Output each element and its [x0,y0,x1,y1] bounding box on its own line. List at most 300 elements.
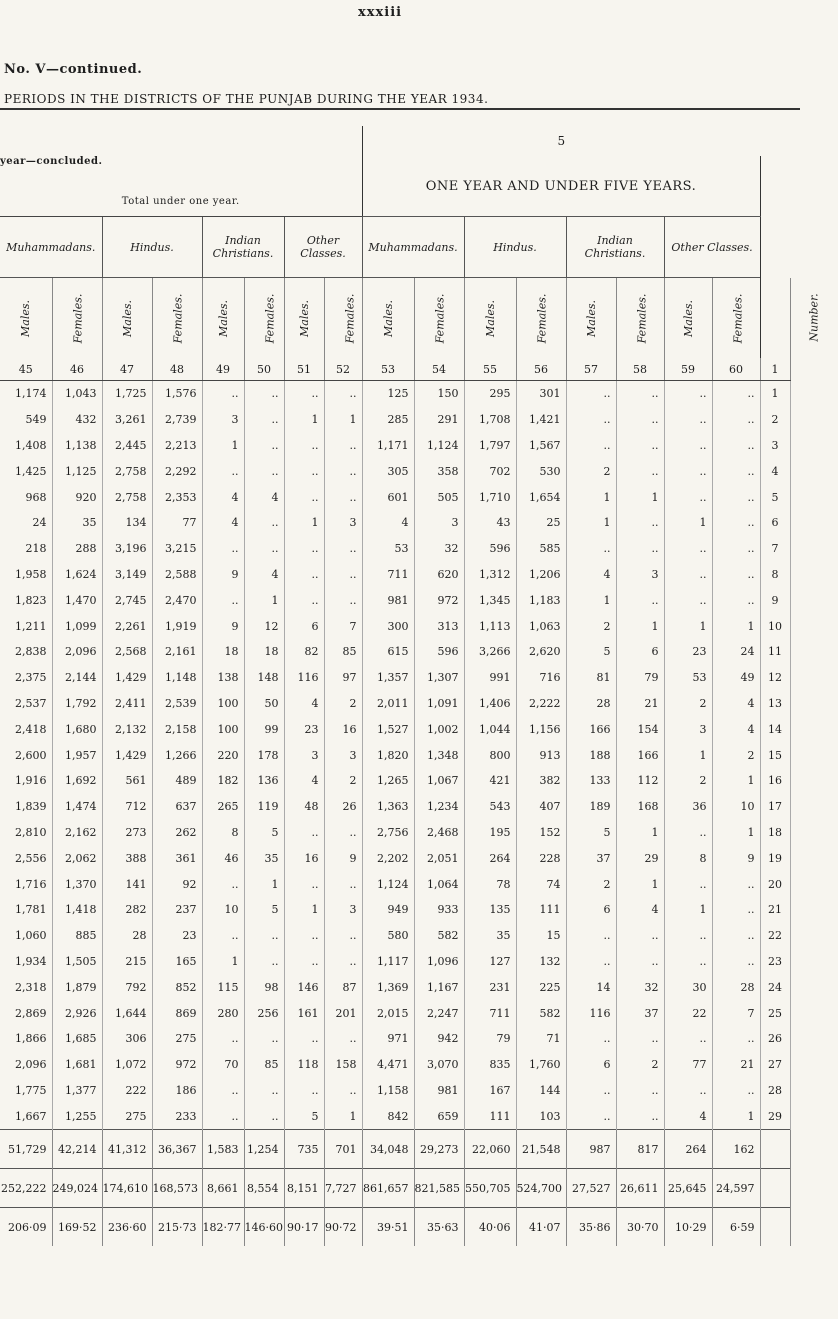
total-cell: 90·72 [324,1208,362,1247]
table-cell: 1 [616,820,664,846]
table-cell: 97 [324,665,362,691]
column-number: 1 [760,358,790,381]
table-cell: 3,196 [102,536,152,562]
table-cell: .. [712,587,760,613]
table-cell: 154 [616,716,664,742]
row-number: 19 [760,845,790,871]
table-cell: .. [324,949,362,975]
table-cell: .. [244,949,284,975]
table-cell: 2 [616,1052,664,1078]
table-cell: 1 [616,871,664,897]
table-cell: 1,043 [52,381,102,407]
total-cell: 42,214 [52,1130,102,1169]
row-number: 7 [760,536,790,562]
table-cell: 133 [566,768,616,794]
section-number: 5 [557,134,566,148]
table-cell: 1 [284,510,324,536]
table-cell: 1 [284,407,324,433]
table-cell: 82 [284,639,324,665]
table-cell: 71 [516,1026,566,1052]
table-subheading: PERIODS IN THE DISTRICTS OF THE PUNJAB DURING THE YEAR 1934. [4,92,489,106]
table-cell: 135 [464,897,516,923]
table-cell: 1 [244,587,284,613]
table-cell: 1,792 [52,691,102,717]
table-cell: 165 [152,949,202,975]
sex-label: Males. [483,299,497,337]
table-cell: 580 [362,923,414,949]
table-cell: 949 [362,897,414,923]
table-row [0,794,790,820]
number-label: Number. [807,293,821,342]
table-cell: 4 [362,510,414,536]
table-cell: 1,369 [362,974,414,1000]
table-cell: 620 [414,562,464,588]
table-cell: 116 [566,1000,616,1026]
table-cell: 2,096 [0,1052,52,1078]
table-row [0,871,790,897]
table-cell: .. [244,433,284,459]
table-cell: 222 [102,1078,152,1104]
table-cell: 313 [414,613,464,639]
table-cell: .. [616,458,664,484]
table-cell: 4 [244,484,284,510]
table-cell: 596 [464,536,516,562]
table-cell: 3 [324,510,362,536]
table-cell: 77 [664,1052,712,1078]
table-cell: 35 [464,923,516,949]
table-cell: 2,445 [102,433,152,459]
table-row [0,923,790,949]
table-cell: .. [616,1026,664,1052]
sex-label-cell [516,278,566,359]
table-cell: .. [202,458,244,484]
table-cell: 1,934 [0,949,52,975]
total-cell: 34,048 [362,1130,414,1169]
table-cell: 4 [616,897,664,923]
table-cell: 1,067 [414,768,464,794]
table-row [0,433,790,459]
row-number: 21 [760,897,790,923]
table-row [0,768,790,794]
table-cell: 4 [202,484,244,510]
table-cell: 36 [664,794,712,820]
sex-label-cell [202,278,244,359]
table-cell: 144 [516,1078,566,1104]
table-cell: 6 [566,897,616,923]
table-cell: 1,708 [464,407,516,433]
table-cell: 3 [616,562,664,588]
table-cell: 659 [414,1103,464,1129]
sex-label-cell [152,278,202,359]
table-cell: .. [566,381,616,407]
table-cell: 1,307 [414,665,464,691]
table-cell: 5 [566,639,616,665]
total-cell: 41·07 [516,1208,566,1247]
sex-label: Females. [342,293,356,343]
community-header: Other Classes. [284,217,362,278]
table-cell: 158 [324,1052,362,1078]
table-cell: 1,183 [516,587,566,613]
table-cell: 21 [616,691,664,717]
table-cell: 2 [566,458,616,484]
table-cell: 119 [244,794,284,820]
table-cell: .. [284,949,324,975]
table-cell: 1 [324,407,362,433]
table-cell: 1,002 [414,716,464,742]
table-cell: 530 [516,458,566,484]
table-cell: 2,292 [152,458,202,484]
row-number: 5 [760,484,790,510]
table-cell: 3,149 [102,562,152,588]
table-cell: 2,756 [362,820,414,846]
table-cell: .. [566,536,616,562]
table-cell: 134 [102,510,152,536]
table-cell: 21 [712,1052,760,1078]
table-cell: 1,377 [52,1078,102,1104]
row-number: 29 [760,1103,790,1129]
sex-label-cell [616,278,664,359]
table-cell: .. [664,1026,712,1052]
table-cell: 2,158 [152,716,202,742]
table-cell: 1,866 [0,1026,52,1052]
table-cell: .. [664,562,712,588]
table-cell: .. [324,923,362,949]
table-cell: 136 [244,768,284,794]
table-cell: 358 [414,458,464,484]
table-cell: 305 [362,458,414,484]
table-cell: 74 [516,871,566,897]
table-cell: 972 [152,1052,202,1078]
total-cell: 249,024 [52,1169,102,1208]
table-cell: 288 [52,536,102,562]
row-number: 14 [760,716,790,742]
table-cell: 1,820 [362,742,414,768]
total-cell: 1,254 [244,1130,284,1169]
table-cell: 1,797 [464,433,516,459]
table-cell: 1,072 [102,1052,152,1078]
table-row [0,1103,790,1129]
table-cell: 711 [362,562,414,588]
table-cell: 161 [284,1000,324,1026]
table-cell: .. [202,381,244,407]
total-cell: 550,705 [464,1169,516,1208]
column-number: 59 [664,358,712,381]
table-cell: 50 [244,691,284,717]
table-row [0,407,790,433]
row-number: 23 [760,949,790,975]
table-cell: .. [712,923,760,949]
table-cell: .. [324,433,362,459]
table-cell: .. [664,407,712,433]
table-cell: 1 [712,1103,760,1129]
table-cell: 2,353 [152,484,202,510]
total-cell: 236·60 [102,1208,152,1247]
table-cell: .. [566,1078,616,1104]
table-cell: .. [244,1078,284,1104]
total-cell: 861,657 [362,1169,414,1208]
table-cell: 24 [712,639,760,665]
total-cell: 21,548 [516,1130,566,1169]
community-header: Muhammadans. [362,217,464,278]
table-cell: .. [284,536,324,562]
table-cell: 1,064 [414,871,464,897]
table-heading: No. V—continued. [4,62,143,77]
table-cell: 285 [362,407,414,433]
table-cell: 273 [102,820,152,846]
table-cell: 1,957 [52,742,102,768]
table-cell: 4 [284,691,324,717]
row-number: 25 [760,1000,790,1026]
table-cell: 1,823 [0,587,52,613]
total-cell: 174,610 [102,1169,152,1208]
table-cell: 4 [202,510,244,536]
row-number: 16 [760,768,790,794]
table-cell: .. [712,484,760,510]
table-cell: 981 [362,587,414,613]
table-cell: 561 [102,768,152,794]
table-cell: 582 [516,1000,566,1026]
table-cell: .. [324,562,362,588]
table-cell: .. [712,562,760,588]
total-cell: 987 [566,1130,616,1169]
table-cell: 2 [324,768,362,794]
table-cell: 5 [244,897,284,923]
table-cell: 35 [52,510,102,536]
left-group-title: Total under one year. [121,195,240,207]
table-cell: 2 [664,768,712,794]
table-cell: 22 [664,1000,712,1026]
table-cell: 2,202 [362,845,414,871]
total-cell: 252,222 [0,1169,52,1208]
table-cell: 1 [712,613,760,639]
table-cell: 1,567 [516,433,566,459]
table-cell: 800 [464,742,516,768]
table-cell: 178 [244,742,284,768]
table-cell: 23 [284,716,324,742]
table-cell: 77 [152,510,202,536]
table-cell: 842 [362,1103,414,1129]
table-cell: 2,161 [152,639,202,665]
table-cell: .. [712,871,760,897]
table-cell: 2,758 [102,484,152,510]
table-cell: .. [324,1078,362,1104]
table-cell: 79 [616,665,664,691]
table-cell: 189 [566,794,616,820]
table-cell: 2,556 [0,845,52,871]
table-cell: 53 [362,536,414,562]
total-cell: 264 [664,1130,712,1169]
table-cell: 28 [566,691,616,717]
total-cell: 36,367 [152,1130,202,1169]
table-cell: 100 [202,716,244,742]
table-cell: 1,425 [0,458,52,484]
table-cell: 615 [362,639,414,665]
table-cell: .. [244,1026,284,1052]
table-cell: .. [324,871,362,897]
table-cell: 306 [102,1026,152,1052]
column-number: 60 [712,358,760,381]
total-cell: 146·60 [244,1208,284,1247]
table-cell: 300 [362,613,414,639]
table-cell: .. [202,1078,244,1104]
total-cell: 41,312 [102,1130,152,1169]
table-cell: 1,266 [152,742,202,768]
table-cell: 1,096 [414,949,464,975]
table-cell: 3 [324,742,362,768]
table-cell: 2,739 [152,407,202,433]
right-group-title: ONE YEAR AND UNDER FIVE YEARS. [425,178,697,194]
table-cell: 7 [324,613,362,639]
sex-label: Males. [19,299,33,337]
table-cell: 18 [202,639,244,665]
table-cell: 295 [464,381,516,407]
table-row [0,510,790,536]
table-cell: 1,099 [52,613,102,639]
table-row [0,949,790,975]
table-cell: 1 [664,510,712,536]
table-cell: 1 [244,871,284,897]
total-row [0,1130,790,1169]
table-row [0,639,790,665]
sex-label: Females. [170,293,184,343]
table-cell: .. [664,458,712,484]
table-cell: 15 [516,923,566,949]
total-cell: 6·59 [712,1208,760,1247]
table-cell: 2,411 [102,691,152,717]
table-cell: 225 [516,974,566,1000]
table-cell: 2,096 [52,639,102,665]
table-cell: .. [566,923,616,949]
table-cell: 1,234 [414,794,464,820]
table-cell: 712 [102,794,152,820]
table-cell: 2,758 [102,458,152,484]
table-cell: 12 [244,613,284,639]
table-cell: 3 [202,407,244,433]
table-cell: 1,418 [52,897,102,923]
table-cell: .. [244,1103,284,1129]
community-header: Other Classes. [664,217,760,278]
table-cell: 9 [324,845,362,871]
table-cell: .. [244,407,284,433]
table-cell: 220 [202,742,244,768]
community-header: Indian Christians. [202,217,284,278]
table-cell: 32 [414,536,464,562]
sex-label-cell [712,278,760,359]
table-cell: .. [284,381,324,407]
table-row [0,1052,790,1078]
table-cell: .. [664,536,712,562]
total-cell: 40·06 [464,1208,516,1247]
statistics-table-wrap [0,126,821,1246]
table-cell: 2 [664,691,712,717]
row-number: 4 [760,458,790,484]
table-cell: 43 [464,510,516,536]
table-cell: 1 [616,484,664,510]
table-cell: .. [284,871,324,897]
table-cell: 1,644 [102,1000,152,1026]
total-cell: 182·77 [202,1208,244,1247]
table-row [0,665,790,691]
table-cell: 4 [712,716,760,742]
table-cell: 1 [664,613,712,639]
table-cell: 1,363 [362,794,414,820]
sex-label-cell [362,278,414,359]
community-header: Indian Christians. [566,217,664,278]
table-cell: 933 [414,897,464,923]
table-cell: 1 [202,433,244,459]
table-cell: 4 [244,562,284,588]
table-cell: .. [284,1078,324,1104]
column-number: 45 [0,358,52,381]
table-cell: .. [566,1026,616,1052]
total-cell: 10·29 [664,1208,712,1247]
table-cell: .. [616,536,664,562]
table-cell: 218 [0,536,52,562]
sex-label-cell [244,278,284,359]
table-cell: 1,775 [0,1078,52,1104]
table-cell: 3,070 [414,1052,464,1078]
table-cell: 6 [284,613,324,639]
table-cell: 3,261 [102,407,152,433]
table-cell: 585 [516,536,566,562]
table-cell: 2,418 [0,716,52,742]
sex-label: Males. [120,299,134,337]
table-cell: .. [284,458,324,484]
table-cell: 2,247 [414,1000,464,1026]
table-cell: 1,370 [52,871,102,897]
table-cell: 2,468 [414,820,464,846]
table-cell: 489 [152,768,202,794]
row-number: 15 [760,742,790,768]
sex-label: Males. [297,299,311,337]
table-cell: 2 [566,871,616,897]
column-number: 52 [324,358,362,381]
table-cell: 141 [102,871,152,897]
table-cell: 92 [152,871,202,897]
table-cell: 716 [516,665,566,691]
table-row [0,458,790,484]
sex-label-cell [0,278,52,359]
column-number: 49 [202,358,244,381]
sex-label: Females. [730,293,744,343]
table-cell: 1,158 [362,1078,414,1104]
table-cell: 9 [712,845,760,871]
table-cell: 1,470 [52,587,102,613]
table-cell: 9 [202,613,244,639]
table-cell: .. [664,923,712,949]
table-cell: 2 [712,742,760,768]
table-cell: 100 [202,691,244,717]
total-cell: 701 [324,1130,362,1169]
total-cell: 1,583 [202,1130,244,1169]
table-cell: 2,144 [52,665,102,691]
table-cell: .. [616,381,664,407]
table-cell: .. [324,587,362,613]
row-number: 12 [760,665,790,691]
table-cell: 262 [152,820,202,846]
table-cell: 1,312 [464,562,516,588]
table-cell: 1,138 [52,433,102,459]
table-cell: .. [324,1026,362,1052]
table-cell: .. [712,458,760,484]
table-cell: 125 [362,381,414,407]
table-cell: .. [244,510,284,536]
column-number: 51 [284,358,324,381]
table-cell: 2,588 [152,562,202,588]
sex-label-cell [284,278,324,359]
total-cell: 51,729 [0,1130,52,1169]
table-cell: 3 [414,510,464,536]
